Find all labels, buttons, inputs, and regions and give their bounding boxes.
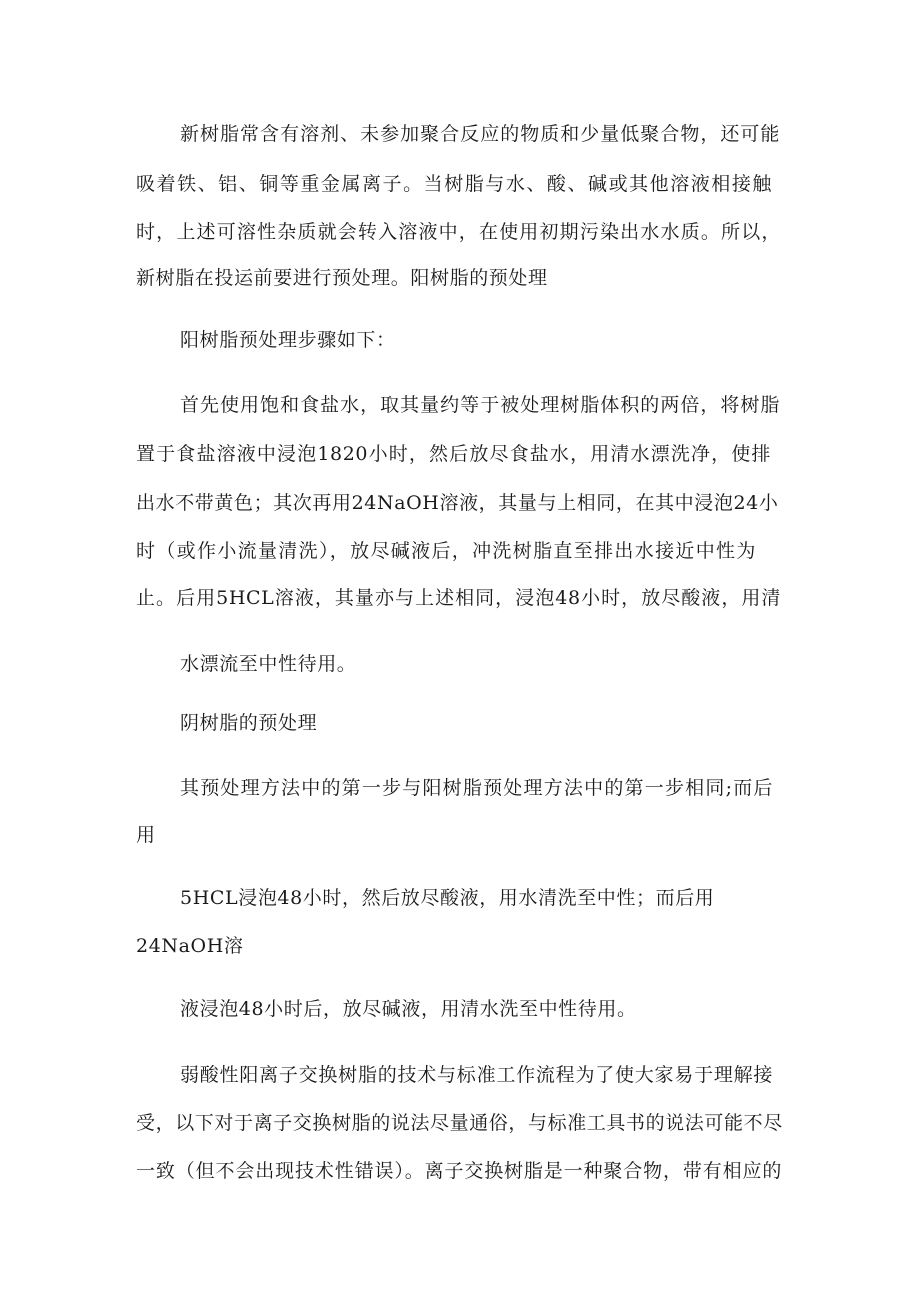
paragraph-intro-line-1: 新树脂常含有溶剂、未参加聚合反应的物质和少量低聚合物，还可能	[180, 123, 780, 145]
cation-steps-line-5: 止。后用5HCL溶液，其量亦与上述相同，浸泡48小时，放尽酸液，用清	[136, 587, 782, 609]
anion-step-1-line-2: 用	[136, 824, 156, 846]
cation-steps-line-4: 时（或作小流量清洗），放尽碱液后，冲洗树脂直至排出水接近中性为	[136, 540, 756, 562]
cation-steps-line-3: 出水不带黄色；其次再用24NaOH溶液，其量与上相同，在其中浸泡24小	[136, 492, 779, 514]
paragraph-intro-line-3: 时，上述可溶性杂质就会转入溶液中，在使用初期污染出水水质。所以，	[136, 221, 781, 243]
cation-steps-end: 水漂流至中性待用。	[180, 653, 357, 675]
cation-steps-heading: 阳树脂预处理步骤如下：	[180, 329, 396, 351]
weak-acid-line-3: 一致（但不会出现技术性错误）。离子交换树脂是一种聚合物，带有相应的	[136, 1160, 782, 1182]
anion-step-1-line-1: 其预处理方法中的第一步与阳树脂预处理方法中的第一步相同;而后	[180, 777, 773, 799]
anion-heading: 阴树脂的预处理	[180, 712, 318, 734]
anion-step-2-line-2: 24NaOH溶	[136, 935, 244, 957]
weak-acid-line-2: 受，以下对于离子交换树脂的说法尽量通俗，与标准工具书的说法可能不尽	[136, 1112, 783, 1134]
anion-step-3: 液浸泡48小时后，放尽碱液，用清水洗至中性待用。	[180, 998, 637, 1020]
cation-steps-line-2: 置于食盐溶液中浸泡1820小时，然后放尽食盐水，用清水漂洗净，使排	[136, 443, 771, 465]
paragraph-intro-line-2: 吸着铁、铝、铜等重金属离子。当树脂与水、酸、碱或其他溶液相接触	[136, 173, 772, 195]
cation-steps-line-1: 首先使用饱和食盐水，取其量约等于被处理树脂体积的两倍，将树脂	[180, 394, 780, 416]
anion-step-2-line-1: 5HCL浸泡48小时，然后放尽酸液，用水清洗至中性；而后用	[180, 887, 715, 909]
weak-acid-line-1: 弱酸性阳离子交换树脂的技术与标准工作流程为了使大家易于理解接	[180, 1064, 773, 1086]
paragraph-intro-line-4: 新树脂在投运前要进行预处理。阳树脂的预处理	[136, 267, 548, 289]
